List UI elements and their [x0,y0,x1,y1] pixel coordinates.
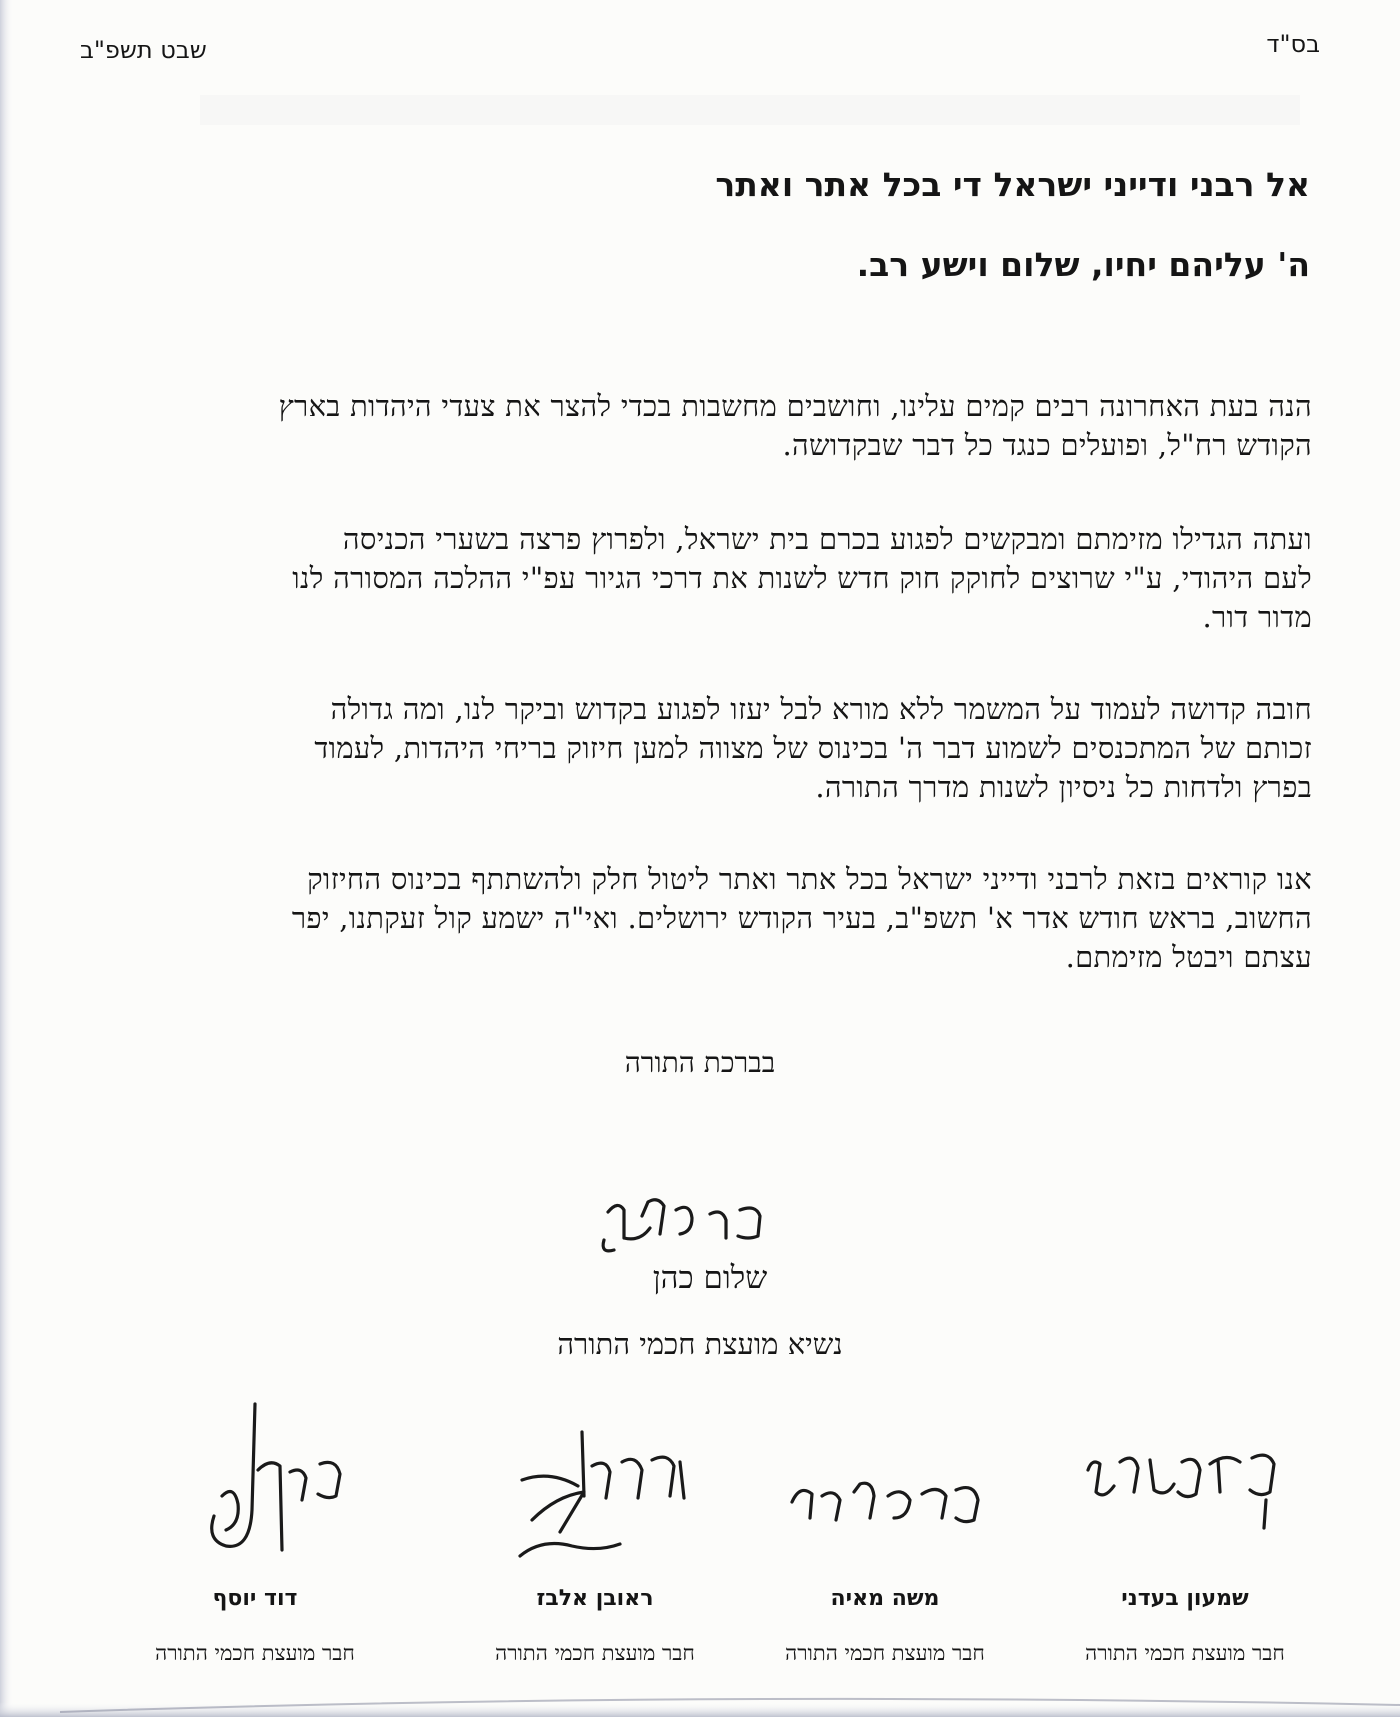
signer-4-name: דוד יוסף [212,1586,298,1611]
signer-1-role: חבר מועצת חכמי התורה [1085,1641,1285,1665]
paragraph-2 [82,520,1312,637]
signer-2-signature-image [770,1400,1000,1580]
signer-2-role: חבר מועצת חכמי התורה [785,1641,985,1665]
main-signature-image [580,1180,780,1265]
paragraph-3 [82,690,1312,807]
signer-2 [735,1400,1035,1666]
main-signer-title: נשיא מועצת חכמי התורה [557,1327,843,1361]
signer-2-name: משה מאיה [830,1586,940,1611]
paragraph-line: בפרץ ולדחות כל ניסיון לשנות מדרך התורה. [815,770,1312,804]
signer-4-role: חבר מועצת חכמי התורה [155,1641,355,1665]
paragraph-4 [82,860,1312,977]
paragraph-line: מדור דור. [1202,600,1312,634]
paragraph-line: החשוב, בראש חודש אדר א' תשפ"ב, בעיר הקודש ירושלים. ואי"ה ישמע קול זעקתנו, יפר [291,901,1312,935]
paragraph-1 [82,387,1312,465]
paragraph-line: חובה קדושה לעמוד על המשמר ללא מורא לבל יעזו לפגוע בקדוש וביקר לנו, ומה גדולה [330,692,1312,726]
signer-3 [445,1400,745,1666]
address-line-1: אל רבני ודייני ישראל די בכל אתר ואתר [715,165,1310,204]
signer-3-signature-image [480,1400,710,1580]
paragraph-line: עצתם ויבטל מזימתם. [1065,940,1312,974]
signer-3-name: ראובן אלבז [536,1586,654,1611]
address-line-2: ה' עליהם יחיו, שלום וישע רב. [856,245,1310,284]
signer-1-name: שמעון בעדני [1121,1586,1249,1611]
paragraph-line: הקודש רח"ל, ופועלים כנגד כל דבר שבקדושה. [782,428,1312,462]
bsd-heading: בס"ד [1266,30,1320,58]
closing-blessing: בברכת התורה [624,1046,776,1079]
paragraph-line: זכותם של המתכנסים לשמוע דבר ה' בכינוס של מצווה למען חיזוק בריחי היהדות, לעמוד [314,731,1312,765]
main-signer-name: שלום כהן [652,1260,768,1296]
signer-3-role: חבר מועצת חכמי התורה [495,1641,695,1665]
hebrew-date: שבט תשפ"ב [80,36,207,64]
signer-4-signature-image [140,1400,370,1580]
paragraph-line: ועתה הגדילו מזימתם ומבקשים לפגוע בכרם בית ישראל, ולפרוץ פרצה בשערי הכניסה [342,522,1312,556]
paragraph-line: לעם היהודי, ע"י שרוצים לחוקק חוק חדש לשנות את דרכי הגיור עפ"י ההלכה המסורה לנו [292,561,1312,595]
paragraph-line: אנו קוראים בזאת לרבני ודייני ישראל בכל אתר ואתר ליטול חלק ולהשתתף בכינוס החיזוק [307,862,1312,896]
signer-1 [1035,1400,1335,1666]
signer-4 [105,1400,405,1666]
paragraph-line: הנה בעת האחרונה רבים קמים עלינו, וחושבים מחשבות בכדי להצר את צעדי היהדות בארץ [278,389,1312,423]
signer-1-signature-image [1070,1400,1300,1580]
